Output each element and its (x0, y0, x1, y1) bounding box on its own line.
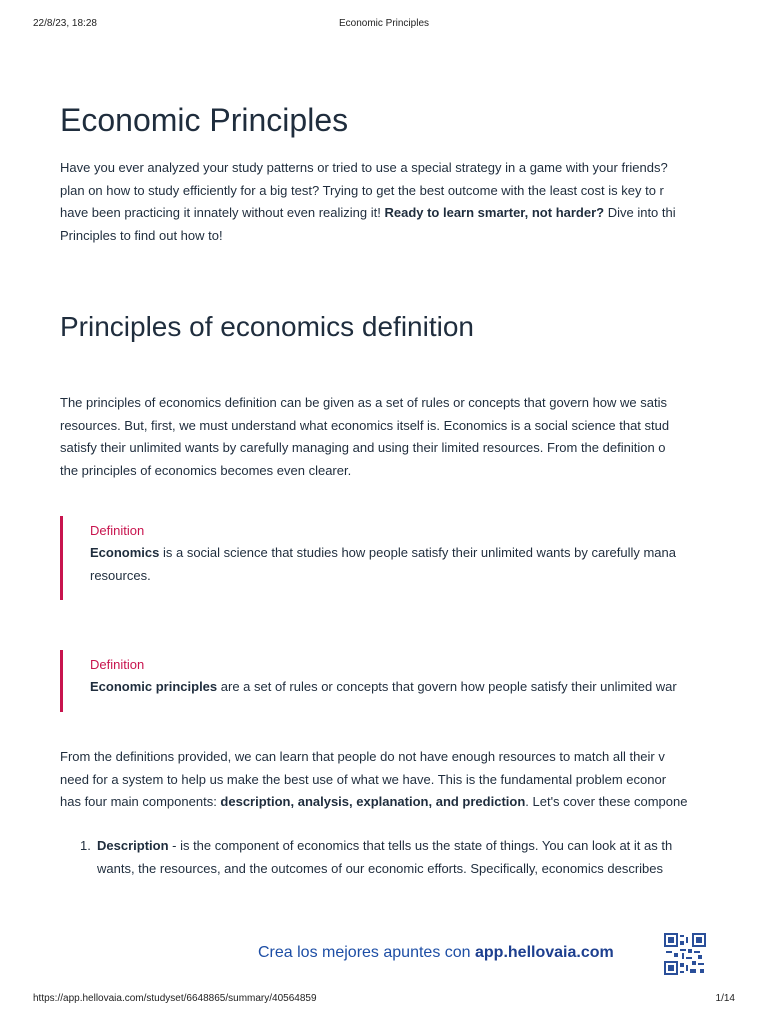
paragraph-line: resources. But, first, we must understand what economics itself is. Economics is a social science that stud (60, 417, 670, 433)
list-text: - is the component of economics that tells us the state of things. You can look at it as th (168, 838, 673, 853)
definition-label: Definition (90, 657, 145, 672)
paragraph-line: The principles of economics definition can be given as a set of rules or concepts that govern how we satis (60, 395, 667, 410)
definition-text: resources. (90, 568, 151, 583)
page-number: 1/14 (715, 993, 735, 1004)
list-number: 1. (80, 838, 91, 853)
print-footer (0, 993, 768, 1007)
promo-text: Crea los mejores apuntes con (258, 944, 475, 961)
print-date: 22/8/23, 18:28 (33, 18, 97, 29)
article (60, 96, 708, 926)
intro-paragraph (60, 157, 708, 247)
print-header (0, 18, 768, 32)
list-line: wants, the resources, and the outcomes of our economic efforts. Specifically, economics describes (97, 861, 664, 876)
definition-box (60, 516, 708, 600)
definition-body: is a social science that studies how people satisfy their unlimited wants by carefully mana (159, 545, 677, 560)
promo-link[interactable]: app.hellovaia.com (475, 944, 614, 961)
paragraph-line: satisfy their unlimited wants by carefully managing and using their limited resources. From the definition o (60, 440, 666, 455)
paragraph-line (60, 791, 708, 814)
promo-banner (258, 944, 614, 962)
definition-text (90, 675, 708, 698)
definition-body: are a set of rules or concepts that govern how people satisfy their unlimited war (217, 679, 677, 694)
definition-term: Economics (90, 545, 160, 560)
paragraph-line: From the definitions provided, we can learn that people do not have enough resources to match all their v (60, 749, 665, 764)
page-title: Economic Principles (60, 102, 349, 138)
components-list (60, 834, 708, 880)
intro-line: plan on how to study efficiently for a big test? Trying to get the best outcome with the least cost is key to r (60, 182, 664, 198)
print-title: Economic Principles (338, 18, 430, 29)
paragraph-text: . Let's cover these compone (525, 794, 688, 809)
intro-bold-callout: Ready to learn smarter, not harder? (384, 205, 605, 220)
definition-label: Definition (90, 523, 145, 538)
intro-line: Have you ever analyzed your study patterns or tried to use a special strategy in a game with your friends? (60, 160, 668, 175)
paragraph-line: the principles of economics becomes even clearer. (60, 462, 352, 478)
components-bold: description, analysis, explanation, and prediction (220, 794, 526, 809)
qr-code-icon[interactable] (664, 933, 706, 975)
intro-line: Principles to find out how to! (60, 227, 223, 243)
intro-line (60, 202, 708, 225)
print-url: https://app.hellovaia.com/studyset/6648865/summary/40564859 (33, 993, 317, 1004)
list-item (60, 834, 708, 880)
definition-term: Economic principles (90, 679, 218, 694)
definition-text (90, 541, 708, 564)
list-term: Description (97, 838, 169, 853)
intro-text: have been practicing it innately without even realizing it! (60, 205, 385, 220)
intro-text: Dive into thi (604, 205, 676, 220)
definition-box (60, 650, 708, 712)
list-line (97, 834, 708, 857)
paragraph-line: need for a system to help us make the best use of what we have. This is the fundamental problem econor (60, 771, 667, 787)
components-paragraph (60, 746, 708, 814)
paragraph-text: has four main components: (60, 794, 221, 809)
section-heading: Principles of economics definition (60, 311, 474, 342)
definition-paragraph (60, 392, 708, 482)
